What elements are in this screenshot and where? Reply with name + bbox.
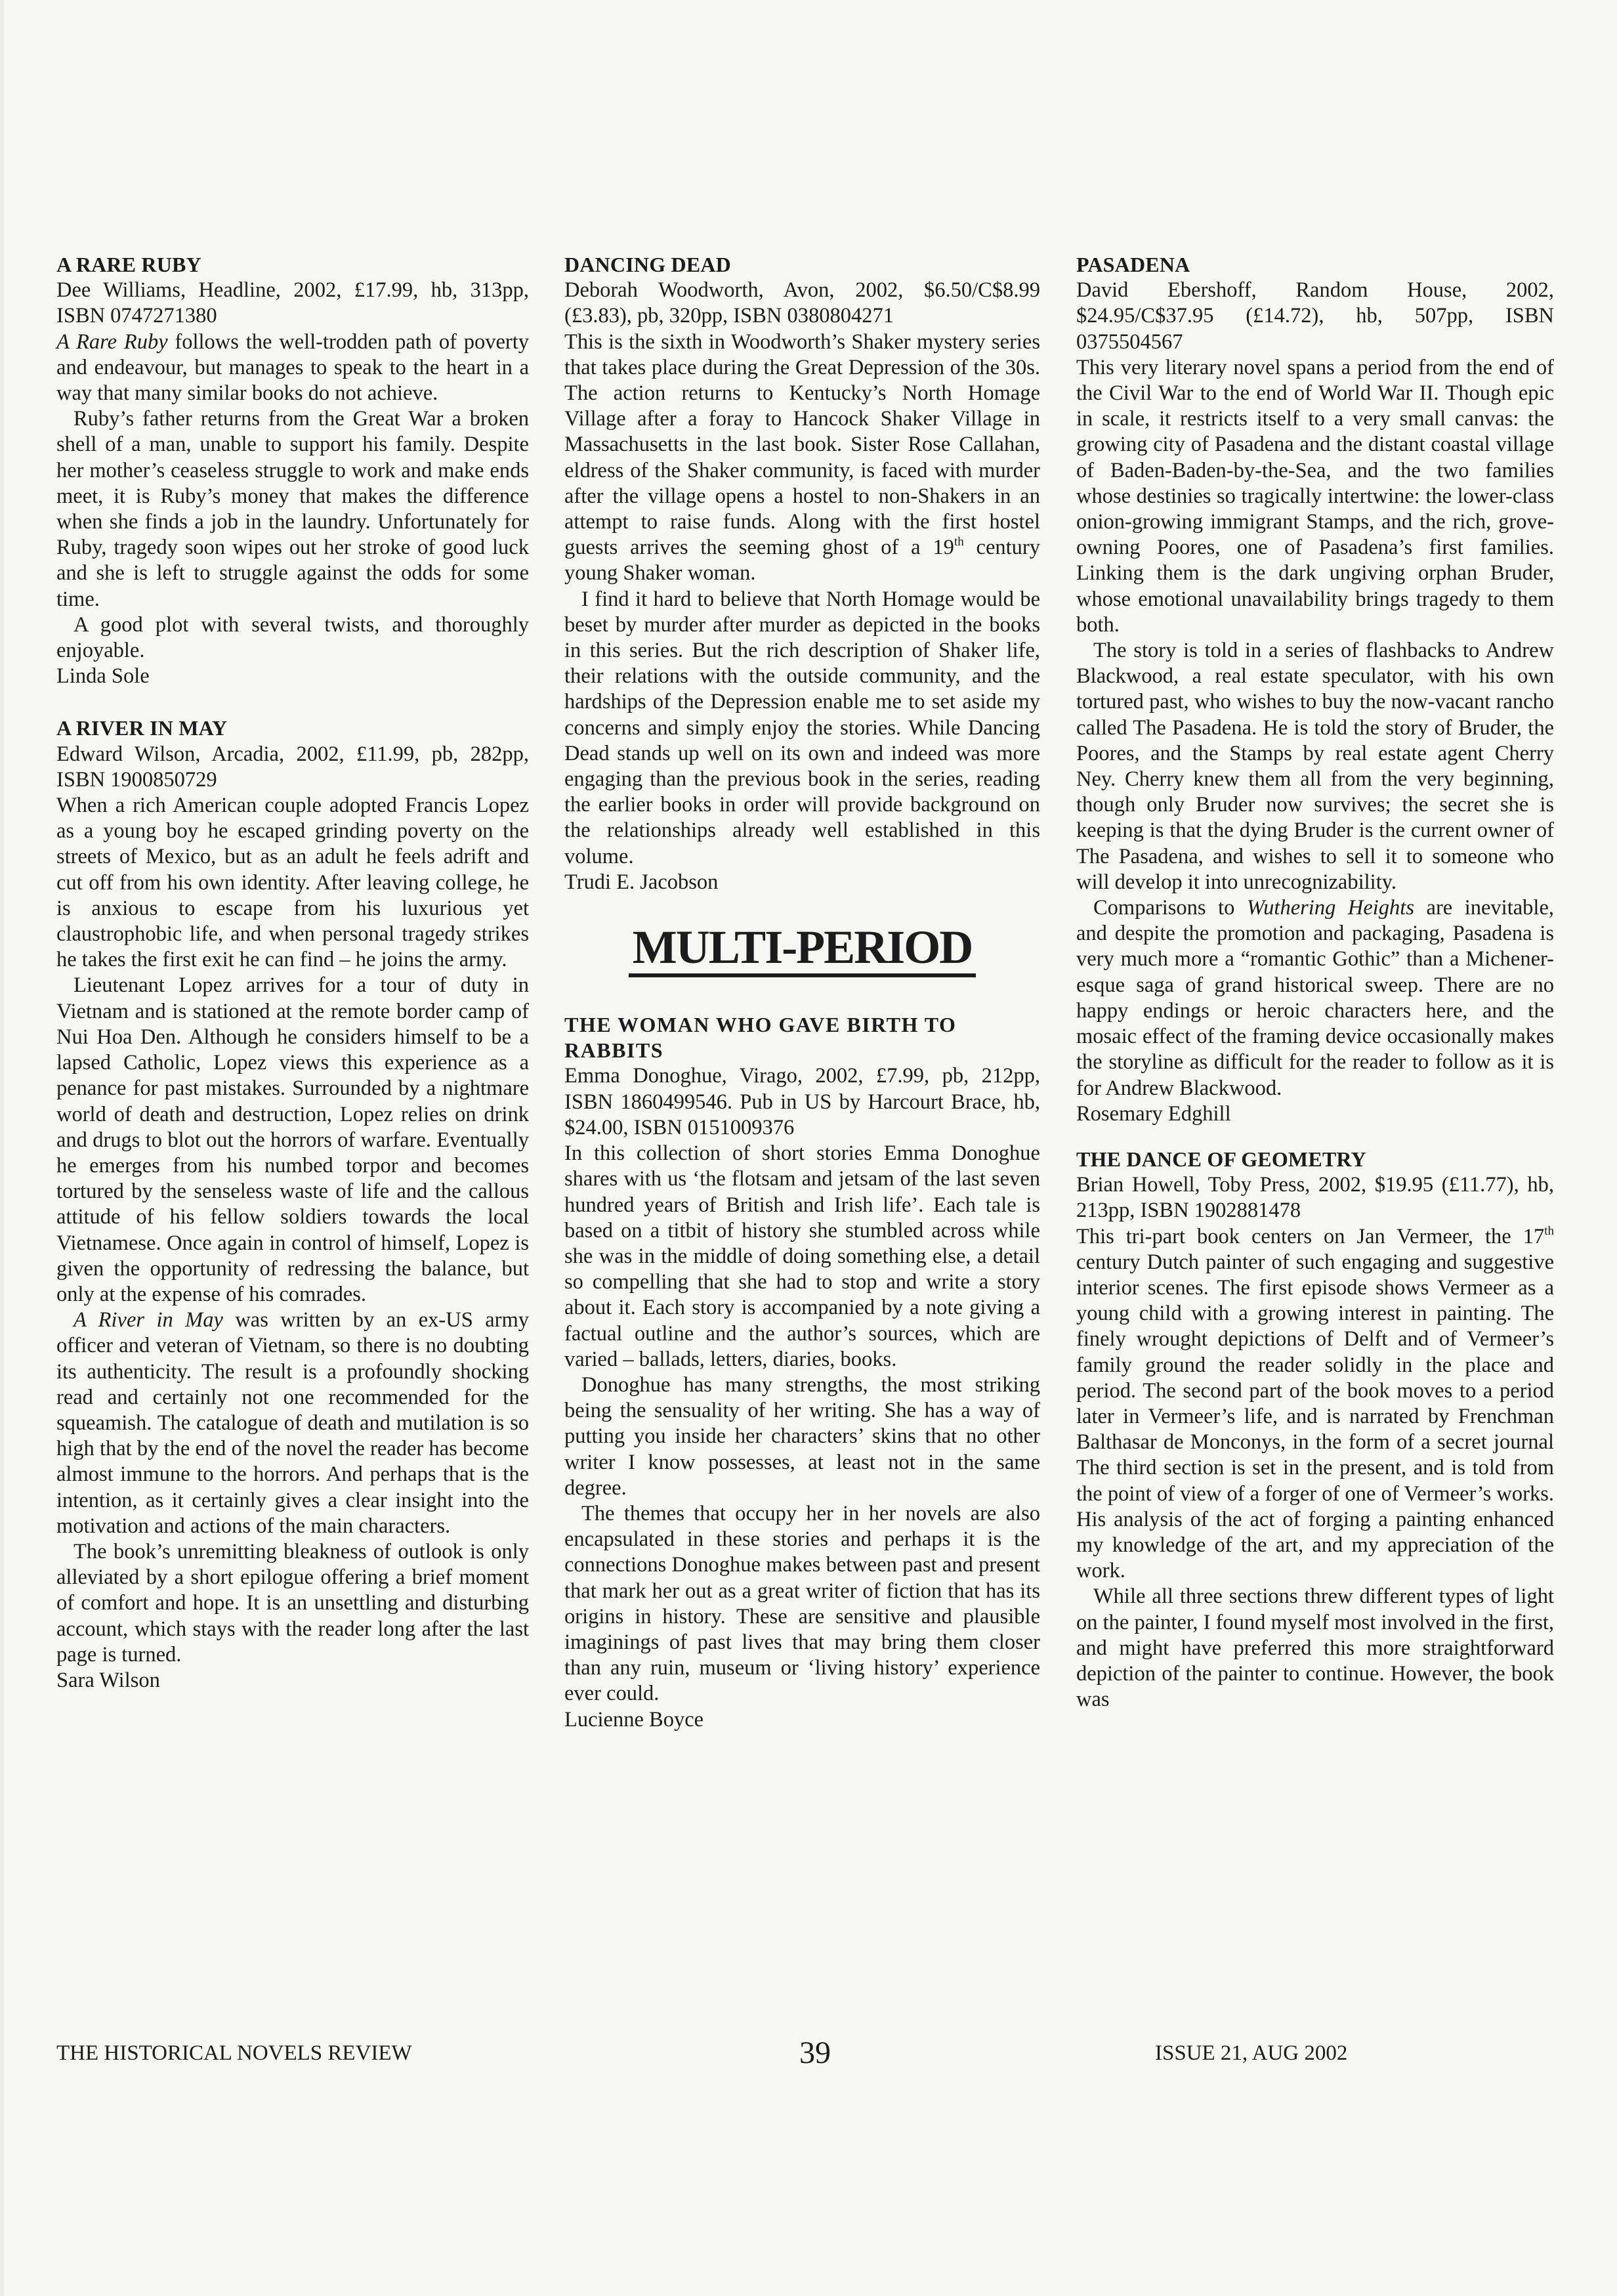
- reviewer-name: Sara Wilson: [56, 1668, 160, 1692]
- review-paragraph: This very literary novel spans a period from the end of the Civil War to the end of World War II. Though epic in scale, it restricts itself to a very small canvas: the growing city of Pasadena and the distant coastal village of Baden-Baden-by-the-Sea, and the two families whose destinies so tragically intertwine: the lower-class onion-growing immigrant Stamps, and the rich, grove-owning Poores, one of Pasadena’s first families. Linking them is the dark ungiving orphan Bruder, whose emotional unavailability brings tragedy to them both.: [1076, 355, 1554, 637]
- review-publication-details: Deborah Woodworth, Avon, 2002, $6.50/C$8.99 (£3.83), pb, 320pp, ISBN 0380804271: [564, 278, 1040, 328]
- review-title: A RIVER IN MAY: [56, 716, 228, 740]
- review-paragraph: Comparisons to Wuthering Heights are inevitable, and despite the promotion and packaging, Pasadena is very much more a “romantic Gothic” than a Michener-esque saga of grand historical sweep. There are no happy endings or heroic characters here, and the mosaic effect of the framing device occasionally makes the storyline as difficult for the reader to follow as it is for Andrew Blackwood.: [1076, 896, 1554, 1100]
- review-dancing-dead: [564, 252, 1040, 895]
- page-number: 39: [799, 2035, 831, 2070]
- review-woman-who-gave-birth-to-rabbits: [564, 1012, 1040, 1733]
- book-title-italic: A River in May: [74, 1308, 223, 1332]
- review-paragraph: While all three sections threw different types of light on the painter, I found myself most involved in the first, and might have preferred this more straightforward depiction of the painter to continue. However, the book was: [1076, 1584, 1555, 1712]
- reviewer-name: Lucienne Boyce: [564, 1707, 704, 1732]
- review-publication-details: Emma Donoghue, Virago, 2002, £7.99, pb, 212pp, ISBN 1860499546. Pub in US by Harcourt Brace, hb, $24.00, ISBN 0151009376: [564, 1064, 1040, 1139]
- review-the-dance-of-geometry: [1076, 1147, 1554, 1712]
- book-title-italic: A Rare Ruby: [56, 330, 168, 354]
- review-paragraph: A Rare Ruby follows the well-trodden path of poverty and endeavour, but manages to speak to the heart in a way that many similar books do not achieve.: [56, 330, 529, 406]
- page-edge-shadow: [0, 0, 4, 2296]
- review-publication-details: Edward Wilson, Arcadia, 2002, £11.99, pb, 282pp, ISBN 1900850729: [56, 742, 529, 792]
- review-paragraph: Ruby’s father returns from the Great War a broken shell of a man, unable to support his family. Despite her mother’s ceaseless struggle to work and make ends meet, it is Ruby’s money that makes the difference when she finds a job in the laundry. Unfortunately for Ruby, tragedy soon wipes out her stroke of good luck and she is left to struggle against the odds for some time.: [56, 407, 529, 611]
- review-paragraph: Lieutenant Lopez arrives for a tour of duty in Vietnam and is stationed at the remote border camp of Nui Hoa Den. Although he considers himself to be a lapsed Catholic, Lopez views this experience as a penance for past mistakes. Surrounded by a nightmare world of death and destruction, Lopez relies on drink and drugs to blot out the horrors of warfare. Eventually he emerges from his numbed torpor and becomes tortured by the senseless waste of life and the callous attitude of his fellow soldiers towards the local Vietnamese. Once again in control of himself, Lopez is given the opportunity of redressing the balance, but only at the expense of his comrades.: [56, 973, 529, 1306]
- review-paragraph: This is the sixth in Woodworth’s Shaker mystery series that takes place during the Great Depression of the 30s. The action returns to Kentucky’s North Homage Village after a foray to Hancock Shaker Village in Massachusetts in the last book. Sister Rose Callahan, eldress of the Shaker community, is faced with murder after the village opens a hostel to non-Shakers in an attempt to raise funds. Along with the first hostel guests arrives the seeming ghost of a 19th century young Shaker woman.: [564, 330, 1041, 585]
- column-2: [564, 252, 1040, 1733]
- review-paragraph: When a rich American couple adopted Francis Lopez as a young boy he escaped grinding poverty on the streets of Mexico, but as an adult he feels adrift and cut off from his own identity. After leaving college, he is anxious to escape from his luxurious yet claustrophobic life, and when personal tragedy strikes he takes the first exit he can find – he joins the army.: [56, 794, 529, 972]
- review-title: THE WOMAN WHO GAVE BIRTH TO RABBITS: [564, 1013, 957, 1063]
- review-title: THE DANCE OF GEOMETRY: [1076, 1147, 1366, 1171]
- review-paragraph: I find it hard to believe that North Homage would be beset by murder after murder as depicted in the books in this series. But the rich description of Shaker life, their relations with the outside community, and the hardships of the Depression enable me to set aside my concerns and simply enjoy the stories. While Dancing Dead stands up well on its own and indeed was more engaging than the previous book in the series, reading the earlier books in order will provide background on the relationships already well established in this volume.: [564, 587, 1040, 868]
- review-paragraph: The book’s unremitting bleakness of outlook is only alleviated by a short epilogue offering a brief moment of comfort and hope. It is an unsettling and disturbing account, which stays with the reader long after the last page is turned.: [56, 1539, 529, 1667]
- section-heading: MULTI-PERIOD: [564, 920, 1040, 974]
- book-title-italic: Wuthering Heights: [1246, 896, 1414, 920]
- footer-issue: ISSUE 21, AUG 2002: [1155, 2041, 1348, 2065]
- review-title: A RARE RUBY: [56, 253, 201, 276]
- reviewer-name: Trudi E. Jacobson: [564, 870, 719, 894]
- review-title: PASADENA: [1076, 253, 1190, 276]
- review-a-river-in-may: [56, 715, 529, 1693]
- reviewer-name: Rosemary Edghill: [1076, 1101, 1231, 1126]
- review-paragraph: A River in May was written by an ex-US army officer and veteran of Vietnam, so there is no doubting its authenticity. The result is a profoundly shocking read and certainly not one recommended for the squeamish. The catalogue of death and mutilation is so high that by the end of the novel the reader has become almost immune to the horrors. And perhaps that is the intention, as it certainly gives a clear insight into the motivation and actions of the main characters.: [56, 1308, 529, 1538]
- review-a-rare-ruby: [56, 252, 529, 689]
- review-paragraph: In this collection of short stories Emma Donoghue shares with us ‘the flotsam and jetsam of the last seven hundred years of British and Irish life’. Each tale is based on a titbit of history she stumbled across while she was in the middle of doing something else, a detail so compelling that she had to stop and write a story about it. Each story is accompanied by a note giving a factual outline and the author’s sources, which are varied – ballads, letters, diaries, books.: [564, 1141, 1040, 1371]
- footer-publication-name: THE HISTORICAL NOVELS REVIEW: [56, 2041, 412, 2065]
- review-paragraph: A good plot with several twists, and thoroughly enjoyable.: [56, 612, 529, 663]
- review-paragraph: This tri-part book centers on Jan Vermeer, the 17th century Dutch painter of such engaging and suggestive interior scenes. The first episode shows Vermeer as a young child with a growing interest in painting. The finely wrought depictions of Delft and of Vermeer’s family ground the reader solidly in the place and period. The second part of the book moves to a period later in Vermeer’s life, and is narrated by Frenchman Balthasar de Monconys, in the form of a secret journal The third section is set in the present, and is told from the point of view of a forger of one of Vermeer’s works. His analysis of the act of forging a painting enhanced my knowledge of the art, and my appreciation of the work.: [1076, 1223, 1554, 1583]
- review-publication-details: Dee Williams, Headline, 2002, £17.99, hb, 313pp, ISBN 0747271380: [56, 278, 529, 328]
- review-pasadena: [1076, 252, 1554, 1127]
- review-title: DANCING DEAD: [564, 253, 731, 276]
- column-1: [56, 252, 529, 1693]
- column-3: [1076, 252, 1554, 1712]
- reviewer-name: Linda Sole: [56, 664, 150, 689]
- review-publication-details: David Ebershoff, Random House, 2002, $24.95/C$37.95 (£14.72), hb, 507pp, ISBN 0375504567: [1076, 278, 1554, 354]
- review-paragraph: Donoghue has many strengths, the most striking being the sensuality of her writing. She has a way of putting you inside her characters’ skins that no other writer I know possesses, at least not in the same degree.: [564, 1372, 1040, 1500]
- review-paragraph: The themes that occupy her in her novels are also encapsulated in these stories and perhaps it is the connections Donoghue makes between past and present that mark her out as a great writer of fiction that has its origins in history. These are sensitive and plausible imaginings of past lives that may bring them closer than any ruin, museum or ‘living history’ experience ever could.: [564, 1501, 1040, 1706]
- review-publication-details: Brian Howell, Toby Press, 2002, $19.95 (£11.77), hb, 213pp, ISBN 1902881478: [1076, 1173, 1554, 1223]
- review-paragraph: The story is told in a series of flashbacks to Andrew Blackwood, a real estate speculator, with his own tortured past, who wishes to buy the now-vacant rancho called The Pasadena. He is told the story of Bruder, the Poores, and the Stamps by real estate agent Cherry Ney. Cherry knew them all from the very beginning, though only Bruder now survives; the secret she is keeping is that the dying Bruder is the current owner of The Pasadena, and wishes to sell it to someone who will develop it into unrecognizability.: [1076, 639, 1554, 894]
